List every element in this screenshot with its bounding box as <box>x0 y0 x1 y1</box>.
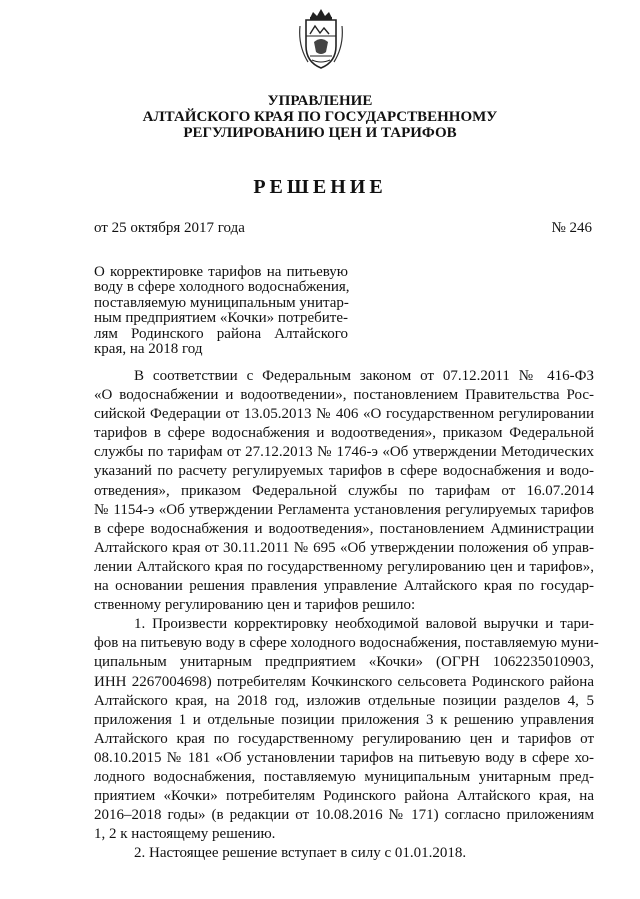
document-number: № 246 <box>551 220 592 236</box>
body-line: службы по тарифам от 27.12.2013 № 1746-э «Об утверждении Методических <box>94 444 594 461</box>
body-line: 1. Произвести корректировку необходимой валовой выручки и тари- <box>134 616 594 633</box>
document-date: от 25 октября 2017 года <box>94 220 245 236</box>
document-body <box>94 367 599 863</box>
subject-line: ным предприятием «Кочки» потребите- <box>94 310 348 327</box>
subject-line: лям Родинского района Алтайского <box>94 325 348 342</box>
agency-line: РЕГУЛИРОВАНИЮ ЦЕН И ТАРИФОВ <box>183 125 457 141</box>
body-line: Алтайского края по государственному регулированию цен и тарифов от <box>94 730 594 747</box>
body-line: сийской Федерации от 13.05.2013 № 406 «О государственном регулировании <box>94 406 594 423</box>
agency-name <box>0 93 640 141</box>
body-line: 08.10.2015 № 181 «Об установлении тарифов на питьевую воду в сфере хо- <box>94 749 594 766</box>
body-line: В соответствии с Федеральным законом от 07.12.2011 № 416-ФЗ <box>134 368 594 384</box>
body-line: приятием «Кочки» потребителям Родинского района Алтайского края, на <box>94 788 594 805</box>
agency-line: АЛТАЙСКОГО КРАЯ ПО ГОСУДАРСТВЕННОМУ <box>142 109 498 125</box>
body-line: на основании решения правления управление Алтайского края по государ- <box>94 578 594 595</box>
subject-line: края, на 2018 год <box>94 341 203 358</box>
coat-of-arms-emblem <box>298 6 344 70</box>
body-line: отведения», приказом Федеральной службы по тарифам от 16.07.2014 <box>94 482 594 499</box>
body-line: ИНН 2267004698) потребителям Кочкинского сельсовета Родинского района <box>94 673 594 690</box>
subject-line: О корректировке тарифов на питьевую <box>94 264 348 280</box>
body-line: лении Алтайского края по государственному регулированию цен и тарифов», <box>94 558 594 575</box>
body-line: 2. Настоящее решение вступает в силу с 01.01.2018. <box>134 845 467 862</box>
body-line: 2016–2018 годы» (в редакции от 10.08.2016 № 171) согласно приложениям <box>94 807 594 824</box>
body-line: тарифов в сфере водоснабжения и водоотведения», приказом Федеральной <box>94 425 594 442</box>
body-line: Алтайского края от 30.11.2011 № 695 «Об утверждении положения об управ- <box>94 539 594 556</box>
body-line: фов на питьевую воду в сфере холодного водоснабжения, поставляемую муни- <box>94 635 599 652</box>
agency-line: УПРАВЛЕНИЕ <box>267 93 373 109</box>
body-line: приложения 1 и отдельные позиции приложения 3 к решению управления <box>94 711 594 728</box>
body-line: указаний по расчету регулируемых тарифов в сфере водоснабжения и водо- <box>94 463 594 480</box>
subject-line: воду в сфере холодного водоснабжения, <box>94 279 350 296</box>
body-line: 1, 2 к настоящему решению. <box>94 826 276 843</box>
body-line: ципальным унитарным предприятием «Кочки» (ОГРН 1062235010903, <box>94 654 594 671</box>
subject-line: поставляемую муниципальным унитар- <box>94 294 349 311</box>
body-line: Алтайского края, на 2018 год, изложив отдельные позиции разделов 4, 5 <box>94 692 594 709</box>
body-line: «О водоснабжении и водоотведении», постановлением Правительства Рос- <box>94 387 594 404</box>
document-subject <box>94 265 348 357</box>
body-line: лодного водоснабжения, поставляемую муниципальным унитарным пред- <box>94 768 594 785</box>
body-line: ственному регулированию цен и тарифов решило: <box>94 597 416 614</box>
document-type-title: РЕШЕНИЕ <box>253 176 387 198</box>
body-line: в сфере водоснабжения и водоотведения», постановлением Администрации <box>94 520 594 537</box>
body-line: № 1154-э «Об утверждении Регламента установления регулируемых тарифов <box>94 501 594 518</box>
